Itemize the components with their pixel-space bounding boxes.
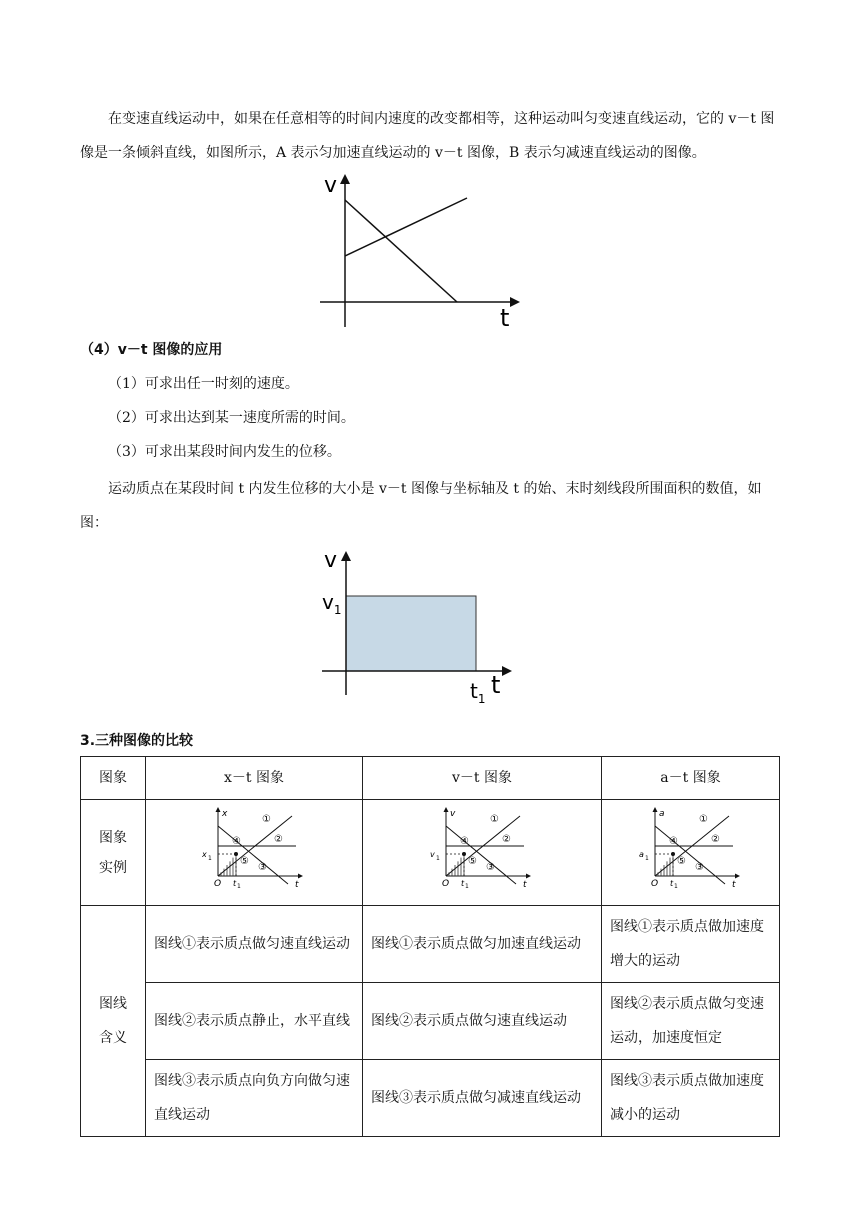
intersection-dot — [671, 852, 675, 856]
t1-mark: t — [461, 879, 465, 888]
label-line-1: ① — [698, 814, 708, 825]
table-cell: 图线①表示质点做匀加速直线运动 — [363, 906, 602, 983]
label-line-4: ④ — [668, 836, 678, 847]
label-line-3: ③ — [694, 862, 704, 873]
table-header-row — [81, 757, 780, 800]
header-cell: x－t 图象 — [146, 757, 363, 800]
label-line-1: ① — [490, 814, 499, 825]
intersection-dot — [234, 852, 238, 856]
intro-paragraph: 在变速直线运动中，如果在任意相等的时间内速度的改变都相等，这种运动叫匀变速直线运动，它的 v－t 图像是一条倾斜直线，如图所示，A 表示匀加速直线运动的 v－t 图像，B 表示匀减速直线运动的图像。 — [80, 111, 775, 161]
table-row — [81, 1060, 780, 1137]
table-cell: 图线③表示质点做加速度减小的运动 — [602, 1060, 780, 1137]
chart-cell-x-t — [146, 800, 363, 906]
t-axis-arrow — [526, 874, 531, 879]
table-row-examples — [81, 800, 780, 906]
displacement-paragraph: 运动质点在某段时间 t 内发生位移的大小是 v－t 图像与坐标轴及 t 的始、末时刻线段所围面积的数值，如图： — [80, 481, 762, 531]
t1-sub: 1 — [465, 883, 469, 888]
intersection-dot — [462, 852, 466, 856]
chart-cell-v-t — [363, 800, 602, 906]
v-axis-label: v — [324, 548, 338, 573]
y-axis-label: v — [450, 809, 456, 819]
y1-mark: a — [638, 850, 644, 859]
y1-sub: 1 — [644, 855, 649, 862]
line-b-decelerating — [345, 200, 457, 302]
t-axis-label: t — [523, 880, 527, 888]
t-axis-arrow — [502, 666, 512, 676]
v-axis-arrow — [341, 551, 351, 561]
line-a-accelerating — [345, 198, 467, 256]
t1-label: $t_1$ — [470, 679, 486, 706]
mini-chart-a-t — [639, 804, 743, 888]
t1-sub: 1 — [673, 883, 678, 888]
origin-label: O — [650, 879, 658, 888]
label-line-3: ③ — [258, 862, 267, 873]
mini-chart-v-t — [430, 804, 534, 888]
displacement-area — [346, 596, 476, 671]
row-label-meaning: 图线 含义 — [81, 906, 146, 1137]
table-row — [81, 983, 780, 1060]
section-4-heading: （4）v－t 图像的应用 — [80, 342, 223, 358]
label-line-4: ④ — [232, 836, 241, 847]
table-cell: 图线②表示质点做匀速直线运动 — [363, 983, 602, 1060]
t-axis-label: t — [295, 880, 299, 888]
y1-sub: 1 — [208, 855, 212, 862]
row-label-examples: 图象 实例 — [81, 800, 146, 906]
label-line-5: ⑤ — [676, 856, 686, 867]
y-axis-label: a — [658, 809, 665, 819]
origin-label: O — [442, 879, 450, 888]
header-cell: v－t 图象 — [363, 757, 602, 800]
label-line-5: ⑤ — [468, 856, 477, 867]
t-axis-label: t — [491, 671, 501, 699]
y1-mark: v — [430, 850, 435, 859]
y-axis-arrow — [652, 807, 657, 812]
label-line-2: ② — [502, 834, 511, 845]
application-item-3: （3）可求出某段时间内发生的位移。 — [108, 444, 341, 460]
v-axis-label: v — [324, 173, 338, 198]
mini-chart-x-t — [202, 804, 306, 888]
table-cell: 图线③表示质点向负方向做匀速直线运动 — [146, 1060, 363, 1137]
y-axis-label: x — [222, 809, 228, 819]
t1-mark: t — [233, 879, 237, 888]
vt-area-graph — [310, 545, 520, 710]
y-axis-arrow — [444, 807, 449, 812]
label-line-2: ② — [710, 834, 720, 845]
t-axis-label: t — [500, 304, 510, 332]
chart-cell-a-t — [602, 800, 780, 906]
application-item-1: （1）可求出任一时刻的速度。 — [108, 376, 299, 392]
table-cell: 图线①表示质点做匀速直线运动 — [146, 906, 363, 983]
label-line-1: ① — [262, 814, 271, 825]
v-axis-arrow — [340, 174, 350, 184]
t-axis-arrow — [510, 297, 520, 307]
y-axis-arrow — [216, 807, 221, 812]
label-line-2: ② — [274, 834, 283, 845]
header-cell: 图象 — [81, 757, 146, 800]
t1-mark: t — [669, 879, 673, 888]
label-line-4: ④ — [460, 836, 469, 847]
t-axis-label: t — [731, 880, 736, 888]
table-cell: 图线③表示质点做匀减速直线运动 — [363, 1060, 602, 1137]
table-cell: 图线②表示质点做匀变速运动，加速度恒定 — [602, 983, 780, 1060]
table-cell: 图线②表示质点静止，水平直线 — [146, 983, 363, 1060]
application-item-2: （2）可求出达到某一速度所需的时间。 — [108, 410, 355, 426]
t-axis-arrow — [298, 874, 303, 879]
vt-graph-uniform-acceleration — [310, 172, 525, 332]
t-axis-arrow — [735, 874, 740, 879]
comparison-table — [80, 756, 780, 1137]
table-cell: 图线①表示质点做加速度增大的运动 — [602, 906, 780, 983]
section-3-heading: 3.三种图像的比较 — [80, 733, 194, 749]
v1-label: $v_1$ — [322, 590, 342, 617]
table-row — [81, 906, 780, 983]
y1-sub: 1 — [436, 855, 440, 862]
origin-label: O — [214, 879, 222, 888]
t1-sub: 1 — [237, 883, 241, 888]
y1-mark: x — [202, 850, 207, 859]
label-line-5: ⑤ — [240, 856, 249, 867]
label-line-3: ③ — [486, 862, 495, 873]
header-cell: a－t 图象 — [602, 757, 780, 800]
